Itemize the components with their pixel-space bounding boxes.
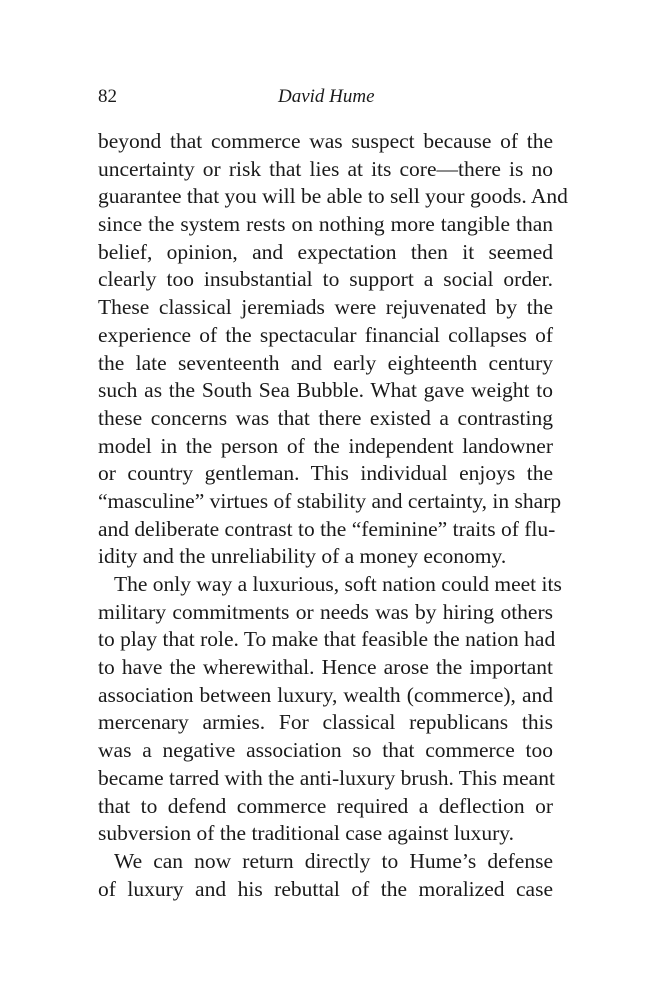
text-line: or country gentleman. This individual enjoys the — [98, 461, 553, 486]
text-line: to play that role. To make that feasible the nation had — [98, 627, 556, 652]
text-line: uncertainty or risk that lies at its core—there is no — [98, 156, 553, 181]
text-line: these concerns was that there existed a contrasting — [98, 405, 553, 430]
text-line: clearly too insubstantial to support a social order. — [98, 267, 553, 292]
text-line: subversion of the traditional case against luxury. — [98, 821, 514, 846]
body-text — [98, 128, 568, 903]
text-line: the late seventeenth and early eighteenth century — [98, 350, 553, 375]
text-line: The only way a luxurious, soft nation could meet its — [114, 572, 562, 596]
text-line: to have the wherewithal. Hence arose the important — [98, 655, 553, 680]
text-line: became tarred with the anti-luxury brush. This meant — [98, 765, 555, 790]
text-line: military commitments or needs was by hiring others — [98, 599, 553, 624]
page-number: 82 — [98, 86, 117, 107]
text-line: and deliberate contrast to the “feminine” traits of flu- — [98, 516, 556, 541]
text-line: mercenary armies. For classical republicans this — [98, 710, 553, 735]
text-line: We can now return directly to Hume’s defense — [114, 848, 553, 873]
text-line: experience of the spectacular financial collapses of — [98, 322, 553, 347]
text-line: These classical jeremiads were rejuvenated by the — [98, 295, 553, 320]
text-line: since the system rests on nothing more tangible than — [98, 212, 553, 237]
text-line: idity and the unreliability of a money economy. — [98, 544, 507, 569]
text-line: guarantee that you will be able to sell your goods. And — [98, 184, 568, 209]
running-head: David Hume — [278, 86, 375, 107]
text-line: association between luxury, wealth (commerce), and — [98, 682, 553, 707]
text-line: belief, opinion, and expectation then it seemed — [98, 239, 553, 264]
text-line: model in the person of the independent landowner — [98, 433, 553, 458]
text-line: such as the South Sea Bubble. What gave weight to — [98, 378, 553, 403]
text-line: of luxury and his rebuttal of the moralized case — [98, 876, 553, 901]
page-header — [98, 86, 553, 112]
text-line: “masculine” virtues of stability and certainty, in sharp — [98, 488, 562, 513]
text-line: that to defend commerce required a deflection or — [98, 793, 553, 818]
text-line: beyond that commerce was suspect because of the — [98, 129, 553, 153]
text-line: was a negative association so that commerce too — [98, 738, 553, 763]
